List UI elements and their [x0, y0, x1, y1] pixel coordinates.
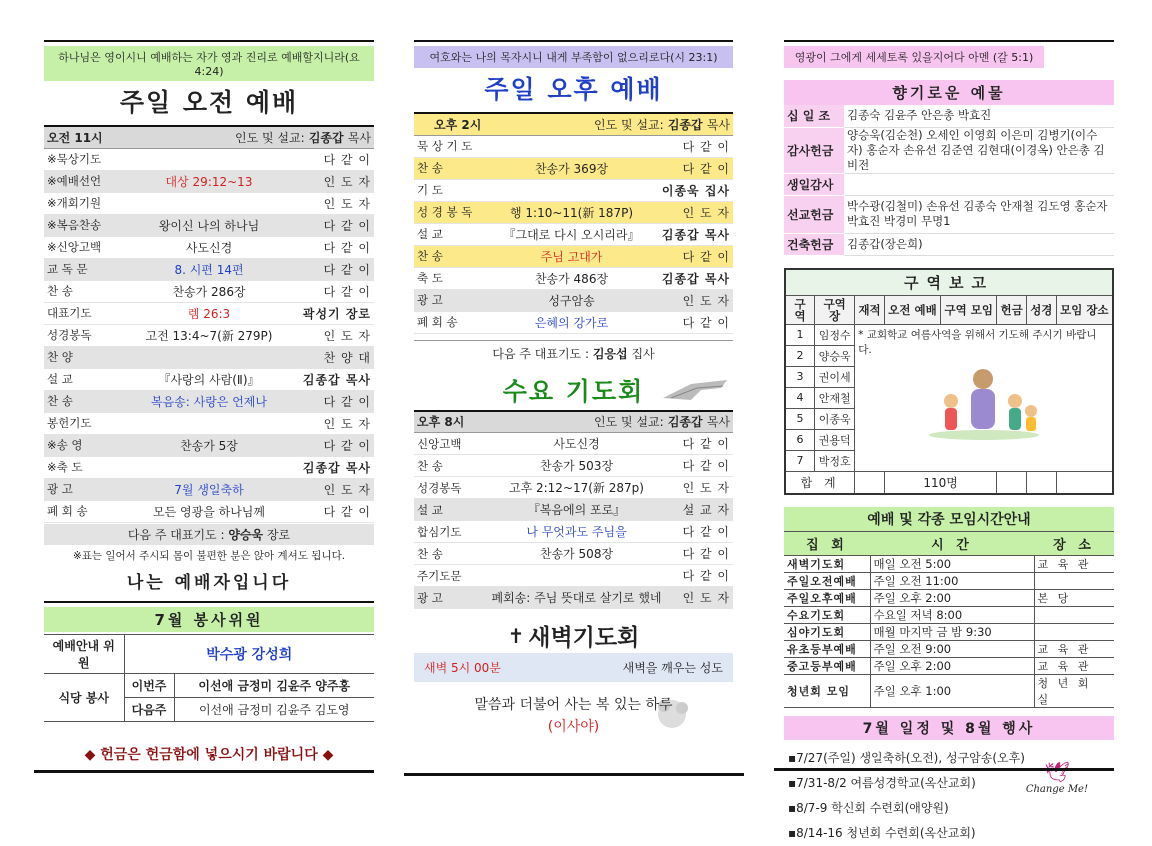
- schedule-row: 주일오전예배 주일 오전 11:00: [784, 572, 1114, 589]
- offering-names: 김종갑(장은희): [844, 233, 1114, 255]
- worship-row: [44, 478, 374, 500]
- church-news-column: [784, 40, 1114, 846]
- item-label: 찬 송: [44, 390, 124, 412]
- item-content: 성구암송: [494, 289, 649, 311]
- afternoon-row: [414, 201, 733, 223]
- item-responsible: 인 도 자: [649, 201, 733, 223]
- item-label: 묵 상 기 도: [414, 135, 494, 157]
- offering-row: [784, 195, 1114, 233]
- district-header: 모임 장소: [1056, 295, 1113, 324]
- item-responsible: 인 도 자: [669, 477, 733, 499]
- district-leader: 임정수: [815, 324, 855, 345]
- afternoon-row: [414, 267, 733, 289]
- item-responsible: 다 같 이: [294, 236, 374, 258]
- dawn-cross-icon: ✝: [507, 624, 525, 648]
- district-row: 2 양승욱: [785, 345, 1113, 366]
- item-label: ※송 영: [44, 434, 124, 456]
- item-responsible: 설 교 자: [669, 499, 733, 521]
- item-content: 사도신경: [124, 236, 294, 258]
- item-content: 주님 고대가: [494, 245, 649, 267]
- wednesday-row: [414, 433, 733, 455]
- wednesday-row: [414, 521, 733, 543]
- district-leader: 안재철: [815, 387, 855, 408]
- district-leader: 양승욱: [815, 345, 855, 366]
- district-total: 110명: [884, 471, 996, 494]
- item-label: 합심기도: [414, 521, 484, 543]
- item-content: 나 무엇과도 주님을: [484, 521, 669, 543]
- item-content: [484, 565, 669, 587]
- item-content: 찬송가 486장: [494, 267, 649, 289]
- dawn-info: 새벽 5시 00분 새벽을 깨우는 성도: [414, 653, 733, 682]
- item-responsible: 인 도 자: [294, 170, 374, 192]
- item-responsible: 다 같 이: [294, 500, 374, 522]
- item-content: 『그대로 다시 오시리라』: [494, 223, 649, 245]
- district-row: 7 박정호: [785, 450, 1113, 471]
- offering-names: 박수광(김철미) 손유선 김종숙 안재철 김도영 홍순자 박효진 박경미 무명1: [844, 195, 1114, 233]
- service-title: 7월 봉사위원: [44, 607, 374, 632]
- item-responsible: 다 같 이: [294, 258, 374, 280]
- item-responsible: 다 같 이: [649, 157, 733, 179]
- offering-title: 향기로운 예물: [784, 80, 1114, 105]
- district-title: 구역보고: [785, 269, 1113, 296]
- item-label: ※개회기원: [44, 192, 124, 214]
- wednesday-row: [414, 455, 733, 477]
- schedule-row: 주일오후예배 주일 오후 2:00 본 당: [784, 589, 1114, 606]
- item-responsible: 다 같 이: [649, 245, 733, 267]
- item-content: [124, 456, 294, 478]
- item-content: [494, 135, 649, 157]
- item-content: 렘 26:3: [124, 302, 294, 324]
- events-title: 7월 일정 및 8월 행사: [784, 716, 1114, 740]
- offering-table: [784, 105, 1114, 256]
- item-content: [124, 412, 294, 434]
- item-content: 은혜의 강가로: [494, 311, 649, 333]
- item-responsible: 김종갑 목사: [294, 368, 374, 390]
- item-label: 성 경 봉 독: [414, 201, 494, 223]
- item-content: 7월 생일축하: [124, 478, 294, 500]
- afternoon-service-column: [414, 40, 733, 738]
- offering-label: 선교헌금: [784, 195, 844, 233]
- worship-row: [44, 236, 374, 258]
- schedule-row: 중고등부예배 주일 오후 2:00 교 육 관: [784, 657, 1114, 674]
- offering-row: [784, 173, 1114, 195]
- schedule-row: 수요기도회 수요일 저녁 8:00: [784, 606, 1114, 623]
- offering-row: [784, 233, 1114, 255]
- wednesday-row: [414, 587, 733, 609]
- item-content: 왕이신 나의 하나님: [124, 214, 294, 236]
- verse-banner: 여호와는 나의 목자시니 내게 부족함이 없으리로다(시 23:1): [414, 46, 733, 68]
- item-responsible: 인 도 자: [294, 192, 374, 214]
- offering-names: 양승욱(김순천) 오세인 이영희 이은미 김병기(이수자) 홍순자 손유선 김준연 김현대(이경옥) 안은총 김비전: [844, 127, 1114, 173]
- item-responsible: 김종갑 목사: [649, 223, 733, 245]
- offering-label: 건축헌금: [784, 233, 844, 255]
- leader-name: 김종갑: [308, 130, 344, 145]
- event-item: ▪7/31-8/2 여름성경학교(옥산교회): [788, 775, 976, 790]
- item-content: 행 1:10~11(新 187P): [494, 201, 649, 223]
- item-responsible: 다 같 이: [294, 280, 374, 302]
- item-label: ※복음찬송: [44, 214, 124, 236]
- item-responsible: 다 같 이: [649, 135, 733, 157]
- district-leader: 권이세: [815, 366, 855, 387]
- item-label: ※묵상기도: [44, 148, 124, 170]
- afternoon-row: [414, 179, 733, 201]
- item-content: 8. 시편 14편: [124, 258, 294, 280]
- district-row: 3 권이세: [785, 366, 1113, 387]
- item-label: 주기도문: [414, 565, 484, 587]
- dawn-title: 새벽기도회: [528, 625, 640, 651]
- wednesday-row: [414, 477, 733, 499]
- schedule-row: 유초등부예배 주일 오전 9:00 교 육 관: [784, 640, 1114, 657]
- afternoon-row: [414, 311, 733, 333]
- item-content: 고전 13:4~7(新 279P): [124, 324, 294, 346]
- quote: 말씀과 더불어 사는 복 있는 하루: [474, 697, 673, 713]
- offering-label: 감사헌금: [784, 127, 844, 173]
- item-label: 설 교: [414, 499, 484, 521]
- schedule-row: 새벽기도회 매일 오전 5:00 교 육 관: [784, 555, 1114, 572]
- item-content: [124, 192, 294, 214]
- offering-names: 김종숙 김윤주 안은총 박효진: [844, 105, 1114, 127]
- worship-row: [44, 456, 374, 478]
- change-me-logo: Change Me!: [1025, 783, 1088, 795]
- district-header: 오전 예배: [884, 295, 940, 324]
- item-content: 찬송가 5장: [124, 434, 294, 456]
- wednesday-title: 수요 기도회: [502, 376, 645, 406]
- item-content: 사도신경: [484, 433, 669, 455]
- event-item: ▪8/14-16 청년회 수련회(옥산교회): [788, 825, 976, 840]
- item-label: 봉헌기도: [44, 412, 124, 434]
- offering-note: ◆ 헌금은 헌금함에 넣으시기 바랍니다 ◆: [84, 746, 334, 763]
- item-label: 찬 송: [414, 543, 484, 565]
- district-header: 구역: [785, 295, 815, 324]
- item-responsible: 다 같 이: [669, 455, 733, 477]
- item-content: 『복음에의 포로』: [484, 499, 669, 521]
- item-label: 찬 송: [44, 280, 124, 302]
- verse-banner: 영광이 그에게 세세토록 있을지어다 아멘 (갈 5:1): [784, 46, 1044, 68]
- item-label: 대표기도: [44, 302, 124, 324]
- service-header: 오후 2시 인도 및 설교: 김종갑 목사: [414, 113, 733, 135]
- offering-names: [844, 173, 1114, 195]
- item-content: 폐회송: 주님 뜻대로 살기로 했네: [484, 587, 669, 609]
- item-responsible: 김종갑 목사: [294, 456, 374, 478]
- district-leader: 박정호: [815, 450, 855, 471]
- children-with-jesus-illustration: [919, 361, 1049, 441]
- offering-row: [784, 127, 1114, 173]
- item-responsible: 인 도 자: [294, 412, 374, 434]
- worship-row: [44, 500, 374, 522]
- wednesday-row: [414, 565, 733, 587]
- item-label: 설 교: [44, 368, 124, 390]
- slogan: 나는 예배자입니다: [126, 572, 292, 593]
- item-label: 광 고: [414, 289, 494, 311]
- item-responsible: 다 같 이: [649, 311, 733, 333]
- service-header: [44, 126, 374, 148]
- district-row: 5 이종욱: [785, 408, 1113, 429]
- item-label: 성경봉독: [44, 324, 124, 346]
- item-label: 설 교: [414, 223, 494, 245]
- district-note: * 교회학교 여름사역을 위해서 기도해 주시기 바랍니다.: [858, 328, 1097, 356]
- worship-row: [44, 214, 374, 236]
- worship-row: [44, 346, 374, 368]
- schedule-header: 집 회: [784, 531, 870, 555]
- district-row: 4 안재철: [785, 387, 1113, 408]
- event-item: ▪8/7-9 학신회 수련회(애양원): [788, 800, 949, 815]
- worship-row: [44, 170, 374, 192]
- item-responsible: 인 도 자: [669, 587, 733, 609]
- morning-service-column: [44, 40, 374, 764]
- item-label: 광 고: [44, 478, 124, 500]
- item-label: 찬 송: [414, 245, 494, 267]
- district-header: 성경: [1026, 295, 1056, 324]
- afternoon-row: [414, 223, 733, 245]
- item-label: 축 도: [414, 267, 494, 289]
- item-content: [124, 148, 294, 170]
- offering-label: 생일감사: [784, 173, 844, 195]
- wednesday-row: [414, 499, 733, 521]
- item-content: 대상 29:12~13: [124, 170, 294, 192]
- schedule-row: 청년회 모임 주일 오후 1:00 청 년 회 실: [784, 674, 1114, 707]
- item-content: 『사랑의 사람(Ⅱ)』: [124, 368, 294, 390]
- schedule-row: 심야기도회 매월 마지막 금 밤 9:30: [784, 623, 1114, 640]
- quote-source: (이사야): [547, 719, 600, 735]
- item-content: [124, 346, 294, 368]
- item-responsible: 인 도 자: [294, 324, 374, 346]
- item-label: 폐 회 송: [414, 311, 494, 333]
- item-label: 성경봉독: [414, 477, 484, 499]
- item-responsible: 이종욱 집사: [649, 179, 733, 201]
- district-header: 재적: [855, 295, 885, 324]
- item-content: 고후 2:12~17(新 287p): [484, 477, 669, 499]
- praying-hands-icon: [661, 374, 731, 404]
- item-responsible: 다 같 이: [294, 390, 374, 412]
- item-content: 찬송가 369장: [494, 157, 649, 179]
- schedule-header: 시 간: [870, 531, 1034, 555]
- worship-row: [44, 280, 374, 302]
- item-content: 모든 영광을 하나님께: [124, 500, 294, 522]
- next-leader: 다음 주 대표기도 : 양승욱 장로: [44, 524, 374, 545]
- item-label: ※예배선언: [44, 170, 124, 192]
- worship-row: [44, 390, 374, 412]
- worship-row: [44, 258, 374, 280]
- worship-row: [44, 434, 374, 456]
- item-content: 찬송가 286장: [124, 280, 294, 302]
- item-label: 신앙고백: [414, 433, 484, 455]
- item-responsible: 찬 양 대: [294, 346, 374, 368]
- order-of-worship: [44, 125, 374, 523]
- afternoon-row: [414, 245, 733, 267]
- worship-row: [44, 302, 374, 324]
- item-label: 기 도: [414, 179, 494, 201]
- offering-label: 십 일 조: [784, 105, 844, 127]
- events-list: [784, 746, 1114, 846]
- item-responsible: 다 같 이: [294, 434, 374, 456]
- page-title: 주일 오전 예배: [119, 88, 299, 117]
- schedule-table: [784, 507, 1114, 708]
- item-label: 찬 양: [44, 346, 124, 368]
- item-content: 찬송가 508장: [484, 543, 669, 565]
- district-header: 구역 모임: [941, 295, 997, 324]
- district-leader: 권용덕: [815, 429, 855, 450]
- worship-row: [44, 192, 374, 214]
- district-row: 1 임정수 * 교회학교 여름사역을 위해서 기도해 주시기 바랍니다.: [785, 324, 1113, 345]
- dove-icon: 🕊: [1044, 759, 1070, 784]
- item-responsible: 김종갑 목사: [649, 267, 733, 289]
- item-label: 찬 송: [414, 455, 484, 477]
- item-responsible: 다 같 이: [669, 433, 733, 455]
- item-label: ※신앙고백: [44, 236, 124, 258]
- verse-banner: 하나님은 영이시니 예배하는 자가 영과 진리로 예배할지니라(요4:24): [44, 46, 374, 81]
- item-content: [494, 179, 649, 201]
- district-header: 헌금: [997, 295, 1027, 324]
- afternoon-row: [414, 289, 733, 311]
- schedule-title: 예배 및 각종 모임시간안내: [784, 507, 1114, 532]
- item-content: 찬송가 503장: [484, 455, 669, 477]
- afternoon-row: [414, 157, 733, 179]
- worship-row: [44, 368, 374, 390]
- worship-row: [44, 324, 374, 346]
- service-table: 예배안내 위원 박수광 강성희 식당 봉사 이번주 이선애 금정미 김윤주 양주홍 다음주 이선애 금정미 김윤주 김도영: [44, 634, 374, 722]
- item-responsible: 다 같 이: [294, 148, 374, 170]
- item-responsible: 다 같 이: [669, 521, 733, 543]
- item-responsible: 인 도 자: [649, 289, 733, 311]
- item-responsible: 인 도 자: [294, 478, 374, 500]
- afternoon-order: [414, 112, 733, 334]
- district-leader: 이종욱: [815, 408, 855, 429]
- item-responsible: 곽성기 장로: [294, 302, 374, 324]
- page-title: 주일 오후 예배: [484, 75, 663, 104]
- wednesday-order: 오후 8시 인도 및 설교: 김종갑 목사 신앙고백 사도신경 다 같 이 찬 송 찬송가 503장 다 같 이 성경봉독 고후 2:12~17(新 287p) 인 도 자 설 교 『복음에의 포로』 설 교 자 합심기도 나 무엇과도 주님을 다 같 이 찬 송 찬송가 508장 다 같 이 주기도문 다 같 이 광 고 폐회송: 주님 뜻대로 살기로 했네 인 도 자: [414, 410, 733, 610]
- district-header: 구역장: [815, 295, 855, 324]
- offering-row: [784, 105, 1114, 127]
- item-label: 찬 송: [414, 157, 494, 179]
- wednesday-row: [414, 543, 733, 565]
- district-table: 구역보고 구역 구역장 재적 오전 예배 구역 모임 헌금 성경 모임 장소 1 임정수 * 교회학교 여름사역을 위해서 기도해 주시기 바랍니다. 2 양승욱 3 권이세 4 안재철 5 이종욱 6 권용덕 7 박정호 합 계 110명: [784, 268, 1114, 495]
- worship-row: [44, 412, 374, 434]
- item-responsible: 다 같 이: [669, 543, 733, 565]
- item-label: 교 독 문: [44, 258, 124, 280]
- afternoon-row: [414, 135, 733, 157]
- standing-note: ※표는 일어서 주시되 몸이 불편한 분은 앉아 계셔도 됩니다.: [72, 549, 346, 562]
- leader-label: 인도 및 설교:: [235, 130, 305, 145]
- usher-names: 박수광 강성희: [124, 634, 374, 673]
- item-responsible: 다 같 이: [669, 565, 733, 587]
- item-responsible: 다 같 이: [294, 214, 374, 236]
- item-label: ※축 도: [44, 456, 124, 478]
- item-label: 폐 회 송: [44, 500, 124, 522]
- item-label: 광 고: [414, 587, 484, 609]
- next-leader: 다음 주 대표기도 : 김응섭 집사: [414, 340, 733, 366]
- leader-role: 목사: [347, 130, 371, 145]
- item-content: 복음송: 사랑은 언제나: [124, 390, 294, 412]
- schedule-header: 장 소: [1034, 531, 1114, 555]
- service-time: 오전 11시: [44, 126, 124, 148]
- worship-row: [44, 148, 374, 170]
- district-row: 6 권용덕: [785, 429, 1113, 450]
- event-item: ▪7/27(주일) 생일축하(오전), 성구암송(오후): [788, 750, 1025, 765]
